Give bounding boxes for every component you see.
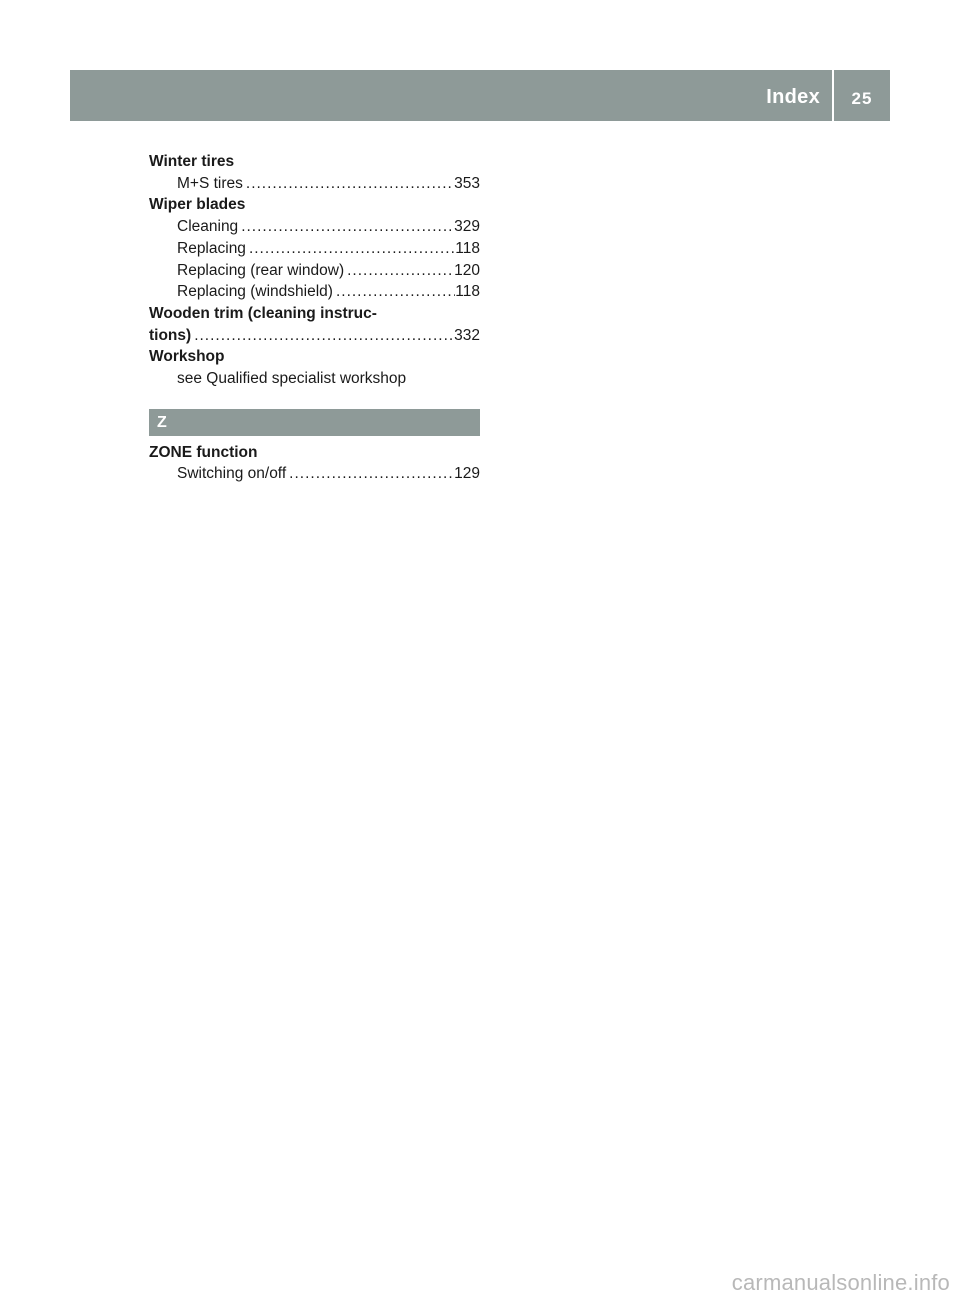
letter-heading-bar bbox=[149, 409, 480, 436]
page-reference: 332 bbox=[454, 326, 480, 344]
index-term-zone-function: ZONE function bbox=[149, 443, 258, 461]
section-title: Index bbox=[766, 86, 820, 108]
index-subentry[interactable] bbox=[149, 173, 480, 195]
page-reference: 118 bbox=[455, 239, 480, 257]
index-term-winter-tires: Winter tires bbox=[149, 153, 235, 170]
letter-heading: Z bbox=[157, 413, 167, 431]
page-reference: 329 bbox=[454, 218, 480, 236]
index-column bbox=[149, 151, 480, 485]
index-subentry[interactable] bbox=[149, 216, 480, 238]
index-subentry[interactable] bbox=[149, 281, 480, 303]
see-also-reference[interactable]: see Qualified specialist workshop bbox=[177, 370, 407, 388]
index-term-workshop: Workshop bbox=[149, 348, 225, 366]
index-term-wooden-trim: Wooden trim (cleaning instruc- bbox=[149, 304, 377, 322]
dot-leader bbox=[333, 281, 455, 303]
page-reference: 129 bbox=[454, 465, 480, 483]
subentry-label: M+S tires bbox=[177, 174, 243, 192]
index-subentry[interactable] bbox=[149, 260, 480, 282]
page-number: 25 bbox=[851, 89, 873, 108]
page-reference: 353 bbox=[454, 174, 480, 192]
subentry-label: Replacing (windshield) bbox=[177, 283, 333, 301]
dot-leader bbox=[246, 238, 455, 260]
index-subentry[interactable] bbox=[149, 238, 480, 260]
subentry-label: Replacing bbox=[177, 239, 246, 257]
dot-leader bbox=[286, 463, 454, 485]
dot-leader bbox=[344, 260, 454, 282]
page-reference: 118 bbox=[455, 283, 480, 301]
subentry-label: Replacing (rear window) bbox=[177, 261, 345, 279]
watermark: carmanualsonline.info bbox=[731, 1270, 950, 1295]
page-reference: 120 bbox=[454, 261, 480, 279]
term-continuation: tions) bbox=[149, 326, 192, 344]
dot-leader bbox=[191, 325, 454, 347]
index-term-entry[interactable] bbox=[149, 325, 480, 347]
subentry-label: Cleaning bbox=[177, 218, 239, 236]
index-subentry[interactable] bbox=[149, 463, 480, 485]
index-term-wiper-blades: Wiper blades bbox=[149, 196, 246, 214]
dot-leader bbox=[238, 216, 454, 238]
subentry-label: Switching on/off bbox=[177, 465, 287, 483]
dot-leader bbox=[243, 173, 454, 195]
